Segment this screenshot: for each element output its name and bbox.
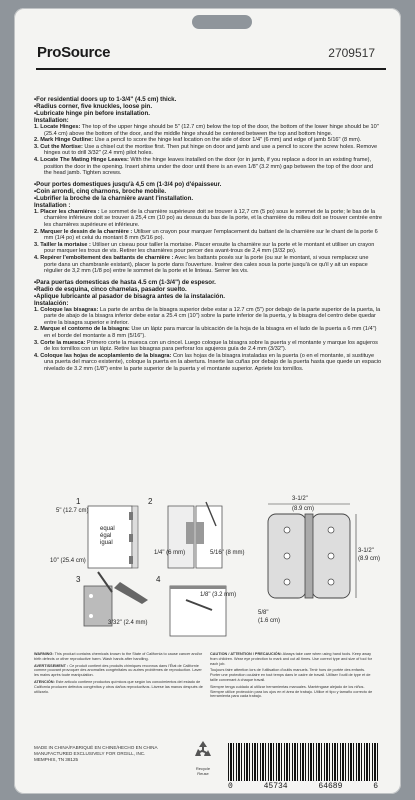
label-egal: égal [100, 533, 112, 539]
upc-digits: 0 45734 64689 6 [228, 782, 378, 791]
origin-line: MADE IN CHINA/FABRIQUÉ EN CHINE/HECHO EN CHINA [34, 745, 158, 750]
step: 4. Repérer l'emboîtement des battants de charnière : Avec les battants posés sur la porte (ou sur le montant, si vous remplacez une porte dans un chambranle existant), placer la porte dans l'ouverture. Insérer des cales sous la porte jusqu'à ce qu'il y ait un espace régulier de 3,2 mm (1/8 po) entre le sommet de la porte et le linteau. Serrer les vis. [34, 254, 369, 275]
diagram-gap [156, 575, 236, 636]
step: 2. Mark Hinge Outline: Use a pencil to score the hinge leaf location on the side of door 1/4" (6 mm) and edge of jamb 5/16" (8 mm). [34, 137, 362, 144]
warning-es: ATENCIÓN: Este artículo contiene productos químicos que según los conocimientos del estado de California producen defectos congénitos y otros daños reproductivos. Lávese las manos después de utilizarlo. [34, 679, 203, 694]
label-5-16: 5/16" (8 mm) [210, 550, 245, 556]
origin-line: MEMPHIS, TN 38125 [34, 757, 79, 762]
label-10in: 10" (25.4 cm) [50, 558, 86, 564]
sku-number: 2709517 [328, 46, 375, 60]
step: 4. Coloque las hojas de acoplamiento de la bisagra: Con las hojas de la bisagra instaladas en la puerta (o en el montante, si sustituye una puerta del marco existente), coloque la puerta en la abertura. Inserte las cuñas por debajo de la puerta hasta que quede un espacio nivelado de 3.2 mm (1/8") entre la parte superior de la puerta y el montante superior. Apriete los tornillos. [34, 352, 382, 373]
label-hinge-height: 3-1/2" [358, 548, 374, 554]
label-gap: 1/8" (3.2 mm) [200, 592, 237, 598]
diagram-drill [76, 572, 148, 626]
bullet: • Lubricate hinge pin before installation. [34, 110, 382, 117]
recycle-badge [183, 739, 223, 776]
label-hinge-width: 3-1/2" [292, 496, 308, 502]
origin-info [34, 745, 158, 763]
installation-diagrams [34, 492, 382, 647]
hinge-dimension-drawing [258, 496, 380, 624]
label-hinge-radius-cm: (1.6 cm) [258, 618, 281, 624]
installation-label: Installation : [34, 201, 71, 209]
step: 4. Locate The Mating Hinge Leaves: With the hinge leaves installed on the door (or in jamb, if you replace a door in an existing frame), position the door in the opening. Insert shims under the door until there is an even 1/8" (3.2 mm) gap between the top of the door and the head jamb. Tighten screws. [34, 156, 374, 177]
spanish-section [34, 279, 382, 373]
french-section [34, 181, 382, 275]
instructions [34, 96, 382, 377]
diagram-number-3: 3 [76, 575, 81, 584]
bullet: • Lubrifier la broche de la charnière avant l'installation. [34, 195, 382, 202]
label-drill: 3/32" (2.4 mm) [108, 620, 148, 626]
installation-label: Instalación: [34, 299, 69, 307]
diagram-number-4: 4 [156, 575, 161, 584]
origin-line: MANUFACTURED EXCLUSIVELY FOR ORGILL, INC. [34, 751, 146, 756]
brand-rule [36, 68, 386, 70]
recycle-icon [192, 739, 214, 761]
label-hinge-radius: 5/8" [258, 610, 269, 616]
hang-hole [192, 15, 252, 29]
label-hinge-height-cm: (8.9 cm) [358, 556, 381, 562]
warnings-left [34, 652, 206, 696]
bullet: • Coin arrondi, cinq charnons, broche mobile. [34, 188, 382, 195]
bullet: • Aplique lubricante al pasador de bisagra antes de la instalación. [34, 293, 382, 300]
brand-logo: ProSource [37, 44, 111, 61]
label-hinge-width-cm: (8.9 cm) [292, 506, 315, 512]
recycle-label: Recycle Reuse [195, 766, 211, 776]
step: 1. Placer les charnières : Le sommet de la charnière supérieure doit se trouver à 12,7 cm (5 po) sous le sommet de la porte; le bas de la charnière inférieure doit se trouver à 25,4 cm (10 po) au dessus du bas de la porte, et la charnière du milieu doit se trouver centrée entre les charnières supérieure et inférieure. [34, 208, 382, 228]
caution-en: CAUTION / ATTENTION / PRECAUCIÓN: Always take care when using hand tools. Keep away from children. Wear eye protection to mark and cut all times. Use correct type and size of tool for each job. [210, 652, 372, 666]
label-5in: 5" (12.7 cm) [56, 508, 89, 514]
english-section [34, 96, 382, 177]
step: 2. Marque el contorno de la bisagra: Use un lápiz para marcar la ubicación de la hoja de la bisagra en el lado de la puerta a 6 mm (1/4") en el borde del montante a 8 mm (5/16"). [34, 326, 377, 340]
label-equal: equal [100, 526, 115, 532]
step: 1. Locate Hinges: The top of the upper hinge should be 5" (12.7 cm) below the top of the door, the bottom of the lower hinge should be 10" (25.4 cm) above the bottom of the door, and the middle hinge should be centered between the top and bottom hinge. [34, 124, 379, 137]
installation-label: Installation: [34, 117, 69, 124]
bullet: • Radio de esquina, cinco charnelas, pasador suelto. [34, 286, 382, 293]
diagram-number-2: 2 [148, 497, 153, 506]
step: 1. Coloque las bisagras: La parte de arriba de la bisagra superior debe estar a 12.7 cm (5") por debajo de la parte superior de la puerta, la parte de abajo de la bisagra inferior debe estar a 25.4 cm (10") sobre la parte inferior de la puerta, y la bisagra del centro debe quedar entre la bisagra superior e inferior. [34, 306, 381, 326]
bullet: • Pour portes domestiques jusqu'à 4,5 cm (1-3/4 po) d'épaisseur. [34, 181, 382, 188]
step: 2. Marquer le dessin de la charnière : Utiliser un crayon pour marquer l'emplacement du battant de la charnière sur le chant de la porte 6 mm (1/4 po) et celui du montant 8 mm (5/16 po). [34, 228, 378, 242]
warnings-right [210, 652, 376, 701]
diagram-door-spacing [50, 497, 138, 568]
caution-es: Siempre tenga cuidado al utilizar herramientas manuales. Manténgase alejado de los niños. Siempre utilice protección para los ojos en el área de trabajo. Utilice el tipo y tamaño correcto de herramienta para cada trabajo. [210, 684, 373, 699]
step: 3. Tailler la mortaise : Utiliser un ciseau pour tailler la mortaise. Placer ensuite la charnière sur la porte et le montant et utiliser un crayon pour marquer les trous de vis. Retirer les charnières pour percer des avant-trous de 2,4 mm (3/32 po). [34, 241, 375, 255]
upc-barcode [228, 743, 378, 791]
diagram-svg [34, 492, 386, 647]
bullet: • Para puertas domesticas de hasta 4.5 cm (1-3/4") de espesor. [34, 279, 382, 286]
caution-fr: Toujours faire attention lors de l'utilisation d'outils manuels. Tenir hors de portée des enfants. Porter une protection oculaire en tout temps dans le cadre de travail. Utiliser l'outil de type et de taille convenant à chaque travail. [210, 668, 371, 682]
step: 3. Corte la muesca: Primero corte la muesca con un cincel. Luego coloque la bisagra sobre la puerta y el montante y marque los agujeros de los tornillos con un lápiz. Retire las bisagras para perforar los agujeros guía de 2.4 mm (3/32"). [34, 339, 378, 353]
label-quarter: 1/4" (6 mm) [154, 550, 186, 556]
barcode-bars [228, 743, 378, 781]
label-igual: igual [100, 540, 113, 546]
diagram-mark-outline [148, 497, 244, 568]
bullet: • For residential doors up to 1-3/4" (4.5 cm) thick. [34, 96, 382, 103]
warning-en: WARNING: This product contains chemicals known to the State of California to cause cancer and/or birth defects or other reproductive harm. Wash hands after handling. [34, 652, 203, 661]
diagram-number-1: 1 [76, 497, 81, 506]
step: 3. Cut the Mortise: Use a chisel cut the mortise first. Then put hinge on door and jamb and use a pencil to score the screw holes. Remove hinges out to drill 3/32" (2.4 mm) pilot holes. [34, 143, 378, 157]
bullet: • Radius corner, five knuckles, loose pin. [34, 103, 382, 110]
warning-fr: AVERTISSEMENT : Ce produit contient des produits chimiques reconnus dans l'État de Californie comme pouvant provoquer des anomalies congénitales ou autres problèmes de reproduction. Laver les mains après toute manipulation. [34, 663, 202, 678]
